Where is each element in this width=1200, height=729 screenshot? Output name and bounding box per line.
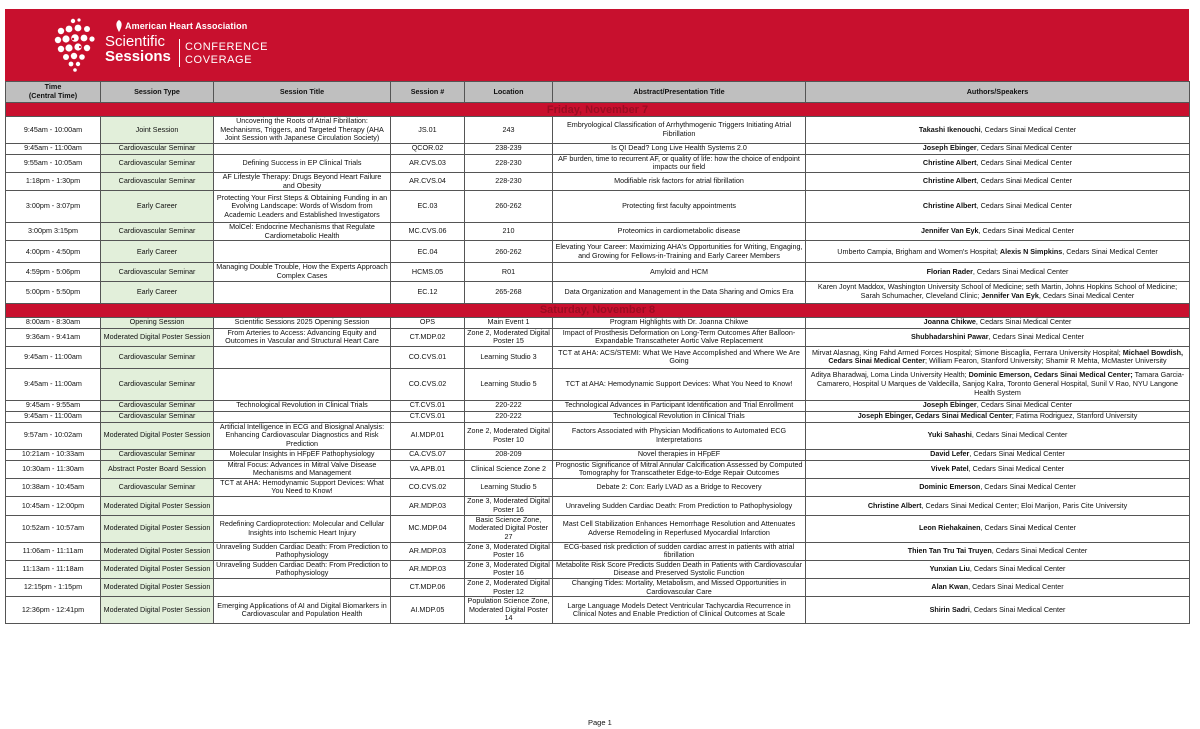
cell-session-title: Protecting Your First Steps & Obtaining Funding in an Evolving Landscape: Words of Wisdom from Academic Leaders and Established Investigators	[214, 191, 391, 223]
cell-authors	[806, 172, 1190, 190]
cell-time: 9:45am - 11:00am	[6, 368, 101, 400]
cell-abstract-title: Changing Tides: Mortality, Metabolism, and Missed Opportunities in Cardiovascular Care	[553, 579, 806, 597]
logo-divider	[179, 39, 180, 67]
cell-abstract-title: Mast Cell Stabilization Enhances Hemorrhage Resolution and Attenuates Adverse Remodeling in Reperfused Myocardial Infarction	[553, 515, 806, 542]
author-text: Mirvat Alasnag, King Fahd Armed Forces Hospital; Simone Biscaglia, Ferrara University Hospital;	[811, 347, 1123, 357]
cell-authors	[806, 542, 1190, 560]
cell-session-type: Cardiovascular Seminar	[101, 411, 214, 422]
author-text: , Cedars Sinai Medical Center	[969, 449, 1065, 459]
cell-session-type: Cardiovascular Seminar	[101, 449, 214, 460]
author-text: , Cedars Sinai Medical Center	[976, 143, 1073, 153]
cell-session-title: TCT at AHA: Hemodynamic Support Devices: What You Need to Know!	[214, 478, 391, 496]
session-row	[6, 542, 1190, 560]
author-highlight: Alan Kwan	[931, 582, 969, 592]
cell-session-title	[214, 368, 391, 400]
cell-session-type: Moderated Digital Poster Session	[101, 515, 214, 542]
author-highlight: Dominic Emerson, Cedars Sinai Medical Center;	[968, 370, 1133, 380]
cell-location: Zone 2, Moderated Digital Poster 12	[465, 579, 553, 597]
cell-session-type: Moderated Digital Poster Session	[101, 597, 214, 624]
cell-time: 9:45am - 9:55am	[6, 400, 101, 411]
author-text: , Cedars Sinai Medical Center	[991, 545, 1088, 555]
author-highlight: Yuki Sahashi	[927, 430, 972, 440]
session-row	[6, 328, 1190, 346]
cell-location: 220-222	[465, 400, 553, 411]
cell-session-number: MC.MDP.04	[391, 515, 465, 542]
cell-session-type: Cardiovascular Seminar	[101, 478, 214, 496]
session-row	[6, 317, 1190, 328]
cell-session-number: HCMS.05	[391, 263, 465, 281]
cell-abstract-title: Proteomics in cardiometabolic disease	[553, 223, 806, 241]
author-highlight: Jennifer Van Eyk	[981, 291, 1039, 301]
schedule-body	[6, 103, 1190, 624]
session-row	[6, 263, 1190, 281]
cell-session-number: VA.APB.01	[391, 460, 465, 478]
author-highlight: Joanna Chikwe	[923, 317, 976, 327]
author-text: , Cedars Sinai Medical Center	[969, 604, 1066, 614]
cell-time: 9:55am - 10:05am	[6, 154, 101, 172]
cell-session-number: AI.MDP.05	[391, 597, 465, 624]
cell-time: 9:45am - 11:00am	[6, 411, 101, 422]
author-highlight: Yunxian Liu	[929, 564, 970, 574]
header-banner	[5, 9, 1189, 81]
day-header-row	[6, 103, 1190, 117]
author-text: , Cedars Sinai Medical Center	[972, 266, 1069, 276]
cell-time: 9:36am - 9:41am	[6, 328, 101, 346]
cell-abstract-title: Technological Revolution in Clinical Trials	[553, 411, 806, 422]
cell-abstract-title: Unraveling Sudden Cardiac Death: From Prediction to Pathophysiology	[553, 496, 806, 515]
sessions-title-line1: Scientific	[105, 33, 166, 50]
author-highlight: Shirin Sadri	[929, 604, 970, 614]
cell-authors	[806, 368, 1190, 400]
cell-abstract-title: Impact of Prosthesis Deformation on Long-Term Outcomes After Balloon-Expandable Transcatheter Aortic Valve Replacement	[553, 328, 806, 346]
cell-authors	[806, 328, 1190, 346]
session-row	[6, 411, 1190, 422]
cell-session-title: Redefining Cardioprotection: Molecular and Cellular Insights into Ischemic Heart Injury	[214, 515, 391, 542]
cell-session-number: CO.CVS.01	[391, 346, 465, 368]
cell-abstract-title: Metabolite Risk Score Predicts Sudden Death in Patients with Cardiovascular Disease and Preserved Systolic Function	[553, 560, 806, 578]
author-text: , Cedars Sinai Medical Center	[968, 582, 1064, 592]
author-text: Umberto Campia, Brigham and Women's Hospital;	[837, 246, 1000, 256]
cell-session-type: Opening Session	[101, 317, 214, 328]
cell-time: 9:45am - 11:00am	[6, 346, 101, 368]
cell-time: 10:21am - 10:33am	[6, 449, 101, 460]
day-label: Saturday, November 8	[6, 303, 1190, 317]
cell-session-type: Cardiovascular Seminar	[101, 223, 214, 241]
cell-session-title	[214, 346, 391, 368]
author-highlight: Christine Albert	[922, 158, 977, 168]
cell-session-title	[214, 241, 391, 263]
session-row	[6, 368, 1190, 400]
cell-session-title: Molecular Insights in HFpEF Pathophysiology	[214, 449, 391, 460]
cell-session-type: Cardiovascular Seminar	[101, 346, 214, 368]
cell-time: 1:18pm - 1:30pm	[6, 172, 101, 190]
author-text: , Cedars Sinai Medical Center	[988, 331, 1084, 341]
cell-abstract-title: Modifiable risk factors for atrial fibrillation	[553, 172, 806, 190]
cell-location: Population Science Zone, Moderated Digital Poster 14	[465, 597, 553, 624]
author-highlight: Joseph Ebinger, Cedars Sinai Medical Center	[857, 411, 1012, 421]
cell-session-title	[214, 143, 391, 154]
cell-time: 10:30am - 11:30am	[6, 460, 101, 478]
heart-torch-icon	[53, 17, 103, 75]
cell-abstract-title: Protecting first faculty appointments	[553, 191, 806, 223]
cell-authors	[806, 411, 1190, 422]
cell-session-type: Cardiovascular Seminar	[101, 368, 214, 400]
cell-location: 228-230	[465, 154, 553, 172]
author-highlight: Leon Riehakainen	[919, 523, 981, 533]
day-label: Friday, November 7	[6, 103, 1190, 117]
col-location: Location	[465, 82, 553, 103]
cell-abstract-title: TCT at AHA: Hemodynamic Support Devices: What You Need to Know!	[553, 368, 806, 400]
cell-session-number: EC.03	[391, 191, 465, 223]
cell-session-number: CO.CVS.02	[391, 368, 465, 400]
cell-session-title: Artificial Intelligence in ECG and Biosignal Analysis: Enhancing Cardiovascular Diagnostics and Risk Prediction	[214, 422, 391, 449]
cell-session-type: Moderated Digital Poster Session	[101, 560, 214, 578]
session-row	[6, 117, 1190, 144]
cell-session-type: Early Career	[101, 191, 214, 223]
cell-abstract-title: Program Highlights with Dr. Joanna Chikwe	[553, 317, 806, 328]
cell-authors	[806, 460, 1190, 478]
author-text: , Cedars Sinai Medical Center	[980, 124, 1077, 134]
cell-authors	[806, 579, 1190, 597]
cell-time: 9:45am - 11:00am	[6, 143, 101, 154]
cell-authors	[806, 496, 1190, 515]
aha-logo	[53, 15, 313, 77]
cell-abstract-title: Novel therapies in HFpEF	[553, 449, 806, 460]
cell-location: R01	[465, 263, 553, 281]
cell-session-title: Unraveling Sudden Cardiac Death: From Prediction to Pathophysiology	[214, 542, 391, 560]
cell-session-title: Managing Double Trouble, How the Experts Approach Complex Cases	[214, 263, 391, 281]
cell-time: 10:45am - 12:00pm	[6, 496, 101, 515]
coverage-line1: CONFERENCE	[185, 41, 269, 53]
cell-session-number: AR.MDP.03	[391, 496, 465, 515]
cell-time: 9:57am - 10:02am	[6, 422, 101, 449]
cell-abstract-title: AF burden, time to recurrent AF, or quality of life: how the choice of endpoint impacts our field	[553, 154, 806, 172]
cell-abstract-title: Embryological Classification of Arrhythmogenic Triggers Initiating Atrial Fibrillation	[553, 117, 806, 144]
cell-session-title: Uncovering the Roots of Atrial Fibrillation: Mechanisms, Triggers, and Targeted Therapy (AHA Joint Session with Japanese Circulation Society)	[214, 117, 391, 144]
cell-location: Basic Science Zone, Moderated Digital Poster 27	[465, 515, 553, 542]
cell-time: 4:00pm - 4:50pm	[6, 241, 101, 263]
cell-time: 10:38am - 10:45am	[6, 478, 101, 496]
author-highlight: Vivek Patel	[930, 463, 969, 473]
cell-session-number: EC.04	[391, 241, 465, 263]
author-text: , Cedars Sinai Medical Center	[976, 201, 1073, 211]
cell-abstract-title: Amyloid and HCM	[553, 263, 806, 281]
cell-location: Main Event 1	[465, 317, 553, 328]
cell-session-number: AI.MDP.01	[391, 422, 465, 449]
cell-authors	[806, 117, 1190, 144]
cell-location: 243	[465, 117, 553, 144]
author-text: , Cedars Sinai Medical Center	[1038, 291, 1135, 301]
cell-session-title: Emerging Applications of AI and Digital Biomarkers in Cardiovascular and Population Health	[214, 597, 391, 624]
cell-session-type: Moderated Digital Poster Session	[101, 496, 214, 515]
cell-session-title	[214, 411, 391, 422]
cell-location: 238-239	[465, 143, 553, 154]
author-highlight: Thien Tan Tru Tai Truyen	[907, 545, 992, 555]
coverage-line2: COVERAGE	[185, 54, 253, 66]
session-row	[6, 191, 1190, 223]
cell-session-number: EC.12	[391, 281, 465, 303]
cell-session-type: Early Career	[101, 281, 214, 303]
cell-time: 3:00pm 3:15pm	[6, 223, 101, 241]
cell-session-title: MolCel: Endocrine Mechanisms that Regulate Cardiometabolic Health	[214, 223, 391, 241]
cell-time: 3:00pm - 3:07pm	[6, 191, 101, 223]
cell-session-title: Mitral Focus: Advances in Mitral Valve Disease Mechanisms and Management	[214, 460, 391, 478]
author-text: , Cedars Sinai Medical Center	[980, 523, 1076, 533]
schedule-sheet	[5, 9, 1189, 624]
cell-session-number: CO.CVS.02	[391, 478, 465, 496]
cell-authors	[806, 346, 1190, 368]
col-title: Session Title	[214, 82, 391, 103]
cell-location: 265-268	[465, 281, 553, 303]
author-text: , Cedars Sinai Medical Center; Eloi Marijon, Paris Cite University	[921, 500, 1128, 510]
cell-session-title: Technological Revolution in Clinical Trials	[214, 400, 391, 411]
cell-location: Learning Studio 5	[465, 478, 553, 496]
author-highlight: Shubhadarshini Pawar	[911, 331, 989, 341]
session-row	[6, 346, 1190, 368]
author-highlight: David Lefer	[930, 449, 970, 459]
cell-location: 260-262	[465, 241, 553, 263]
cell-authors	[806, 400, 1190, 411]
cell-authors	[806, 422, 1190, 449]
author-text: , Cedars Sinai Medical Center	[968, 463, 1065, 473]
cell-authors	[806, 241, 1190, 263]
author-text: ; Fatima Rodriguez, Stanford University	[1011, 411, 1138, 421]
cell-location: Zone 2, Moderated Digital Poster 15	[465, 328, 553, 346]
cell-session-title: Scientific Sessions 2025 Opening Session	[214, 317, 391, 328]
cell-session-title	[214, 579, 391, 597]
cell-session-title: Unraveling Sudden Cardiac Death: From Prediction to Pathophysiology	[214, 560, 391, 578]
cell-authors	[806, 449, 1190, 460]
cell-time: 10:52am - 10:57am	[6, 515, 101, 542]
session-row	[6, 281, 1190, 303]
author-text: , Cedars Sinai Medical Center	[975, 317, 1072, 327]
cell-abstract-title: Prognostic Significance of Mitral Annular Calcification Assessed by Computed Tomography for Transcatheter Edge-to-Edge Repair Outcomes	[553, 460, 806, 478]
cell-authors	[806, 317, 1190, 328]
session-row	[6, 422, 1190, 449]
cell-session-type: Moderated Digital Poster Session	[101, 579, 214, 597]
torch-small-icon	[113, 19, 125, 33]
cell-authors	[806, 223, 1190, 241]
cell-time: 8:00am - 8:30am	[6, 317, 101, 328]
author-text: Karen Joynt Maddox, Washington University School of Medicine; seth Martin, Johns Hopkins School of Medicine; Sarah Schumacher, Cleveland Clinic;	[817, 282, 1178, 301]
cell-session-title: From Arteries to Access: Advancing Equity and Outcomes in Vascular and Structural Heart Care	[214, 328, 391, 346]
cell-session-title: AF Lifestyle Therapy: Drugs Beyond Heart Failure and Obesity	[214, 172, 391, 190]
cell-time: 4:59pm - 5:06pm	[6, 263, 101, 281]
cell-time: 5:00pm - 5:50pm	[6, 281, 101, 303]
session-row	[6, 515, 1190, 542]
author-text: , Cedars Sinai Medical Center	[969, 564, 1066, 574]
cell-authors	[806, 560, 1190, 578]
cell-session-type: Moderated Digital Poster Session	[101, 422, 214, 449]
day-header-row	[6, 303, 1190, 317]
cell-session-number: MC.CVS.06	[391, 223, 465, 241]
cell-time: 9:45am - 10:00am	[6, 117, 101, 144]
cell-session-number: CT.MDP.02	[391, 328, 465, 346]
cell-location: 208-209	[465, 449, 553, 460]
cell-time: 12:36pm - 12:41pm	[6, 597, 101, 624]
cell-abstract-title: Technological Advances in Participant Identification and Trial Enrollment	[553, 400, 806, 411]
cell-session-title: Defining Success in EP Clinical Trials	[214, 154, 391, 172]
cell-session-type: Cardiovascular Seminar	[101, 154, 214, 172]
author-highlight: Joseph Ebinger	[922, 400, 977, 410]
cell-abstract-title: Debate 2: Con: Early LVAD as a Bridge to Recovery	[553, 478, 806, 496]
session-row	[6, 496, 1190, 515]
author-text: , Cedars Sinai Medical Center	[978, 226, 1074, 236]
cell-time: 11:13am - 11:18am	[6, 560, 101, 578]
cell-session-type: Cardiovascular Seminar	[101, 172, 214, 190]
cell-abstract-title: Is QI Dead? Long Live Health Systems 2.0	[553, 143, 806, 154]
cell-time: 12:15pm - 1:15pm	[6, 579, 101, 597]
session-row	[6, 449, 1190, 460]
cell-authors	[806, 281, 1190, 303]
cell-session-number: AR.MDP.03	[391, 560, 465, 578]
cell-session-type: Abstract Poster Board Session	[101, 460, 214, 478]
schedule-table	[5, 81, 1190, 624]
cell-time: 11:06am - 11:11am	[6, 542, 101, 560]
cell-session-number: QCOR.02	[391, 143, 465, 154]
cell-session-type: Cardiovascular Seminar	[101, 400, 214, 411]
cell-authors	[806, 263, 1190, 281]
cell-location: Zone 3, Moderated Digital Poster 16	[465, 542, 553, 560]
cell-location: Learning Studio 5	[465, 368, 553, 400]
author-highlight: Florian Rader	[926, 266, 973, 276]
org-name: American Heart Association	[125, 21, 248, 31]
author-text: , Cedars Sinai Medical Center	[976, 400, 1073, 410]
author-text: , Cedars Sinai Medical Center	[1062, 246, 1158, 256]
author-text: , Cedars Sinai Medical Center	[976, 158, 1073, 168]
author-highlight: Jennifer Van Eyk	[920, 226, 979, 236]
cell-abstract-title: TCT at AHA: ACS/STEMI: What We Have Accomplished and Where We Are Going	[553, 346, 806, 368]
author-text: , Cedars Sinai Medical Center	[976, 176, 1073, 186]
cell-session-number: AR.MDP.03	[391, 542, 465, 560]
session-row	[6, 460, 1190, 478]
session-row	[6, 172, 1190, 190]
author-highlight: Christine Albert	[867, 500, 922, 510]
cell-location: Learning Studio 3	[465, 346, 553, 368]
session-row	[6, 478, 1190, 496]
author-text: , Cedars Sinai Medical Center	[980, 481, 1076, 491]
session-row	[6, 560, 1190, 578]
author-highlight: Alexis N Simpkins	[999, 246, 1063, 256]
cell-authors	[806, 597, 1190, 624]
cell-session-type: Moderated Digital Poster Session	[101, 542, 214, 560]
session-row	[6, 223, 1190, 241]
cell-authors	[806, 154, 1190, 172]
column-header-row	[6, 82, 1190, 103]
cell-session-number: OPS	[391, 317, 465, 328]
cell-location: 210	[465, 223, 553, 241]
session-row	[6, 154, 1190, 172]
cell-session-number: AR.CVS.03	[391, 154, 465, 172]
col-time: Time (Central Time)	[6, 82, 101, 103]
cell-abstract-title: ECG-based risk prediction of sudden cardiac arrest in patients with atrial fibrillation	[553, 542, 806, 560]
cell-session-number: AR.CVS.04	[391, 172, 465, 190]
cell-abstract-title: Data Organization and Management in the Data Sharing and Omics Era	[553, 281, 806, 303]
session-row	[6, 143, 1190, 154]
cell-session-number: CT.MDP.06	[391, 579, 465, 597]
col-session-num: Session #	[391, 82, 465, 103]
session-row	[6, 597, 1190, 624]
cell-location: 228-230	[465, 172, 553, 190]
conference-coverage	[185, 41, 268, 67]
sessions-title	[105, 34, 171, 64]
cell-session-number: CA.CVS.07	[391, 449, 465, 460]
cell-authors	[806, 191, 1190, 223]
cell-location: Zone 3, Moderated Digital Poster 16	[465, 496, 553, 515]
author-highlight: Joseph Ebinger	[922, 143, 977, 153]
cell-location: Zone 3, Moderated Digital Poster 16	[465, 560, 553, 578]
col-abstract: Abstract/Presentation Title	[553, 82, 806, 103]
cell-session-title	[214, 281, 391, 303]
cell-authors	[806, 478, 1190, 496]
cell-session-type: Cardiovascular Seminar	[101, 263, 214, 281]
author-highlight: Dominic Emerson	[919, 481, 981, 491]
author-text: Tamara Garcia-Camarero, Hospital U Marques de Valdecilla, Sanjog Kalra, Toronto General Hospital, Sunil V Rao, NYU Langone Health System	[817, 370, 1185, 397]
cell-session-type: Cardiovascular Seminar	[101, 143, 214, 154]
author-highlight: Michael Bowdish, Cedars Sinai Medical Center	[828, 347, 1184, 366]
col-authors: Authors/Speakers	[806, 82, 1190, 103]
cell-session-number: JS.01	[391, 117, 465, 144]
cell-authors	[806, 515, 1190, 542]
session-row	[6, 579, 1190, 597]
author-highlight: Christine Albert	[922, 201, 977, 211]
author-highlight: Christine Albert	[922, 176, 977, 186]
col-type: Session Type	[101, 82, 214, 103]
author-highlight: Takashi Ikenouchi	[918, 124, 981, 134]
cell-session-type: Early Career	[101, 241, 214, 263]
page-number: Page 1	[588, 718, 612, 727]
cell-session-type: Joint Session	[101, 117, 214, 144]
cell-abstract-title: Elevating Your Career: Maximizing AHA's Opportunities for Writing, Engaging, and Growing for Fellows-in-Training and Early Career Members	[553, 241, 806, 263]
cell-session-type: Moderated Digital Poster Session	[101, 328, 214, 346]
cell-location: Clinical Science Zone 2	[465, 460, 553, 478]
cell-location: 220-222	[465, 411, 553, 422]
session-row	[6, 241, 1190, 263]
session-row	[6, 400, 1190, 411]
author-text: , Cedars Sinai Medical Center	[971, 430, 1068, 440]
cell-location: Zone 2, Moderated Digital Poster 10	[465, 422, 553, 449]
cell-abstract-title: Factors Associated with Physician Modifications to Automated ECG Interpretations	[553, 422, 806, 449]
cell-location: 260-262	[465, 191, 553, 223]
author-text: Aditya Bharadwaj, Loma Linda University Health;	[810, 370, 969, 380]
cell-abstract-title: Large Language Models Detect Ventricular Tachycardia Recurrence in Clinical Notes and Enable Prediction of Clinical Outcomes at Scale	[553, 597, 806, 624]
cell-session-number: CT.CVS.01	[391, 411, 465, 422]
author-text: ; William Fearon, Stanford University; Shamir R Mehta, McMaster University	[925, 356, 1167, 366]
sessions-title-line2: Sessions	[105, 48, 171, 65]
cell-authors	[806, 143, 1190, 154]
cell-session-title	[214, 496, 391, 515]
cell-session-number: CT.CVS.01	[391, 400, 465, 411]
